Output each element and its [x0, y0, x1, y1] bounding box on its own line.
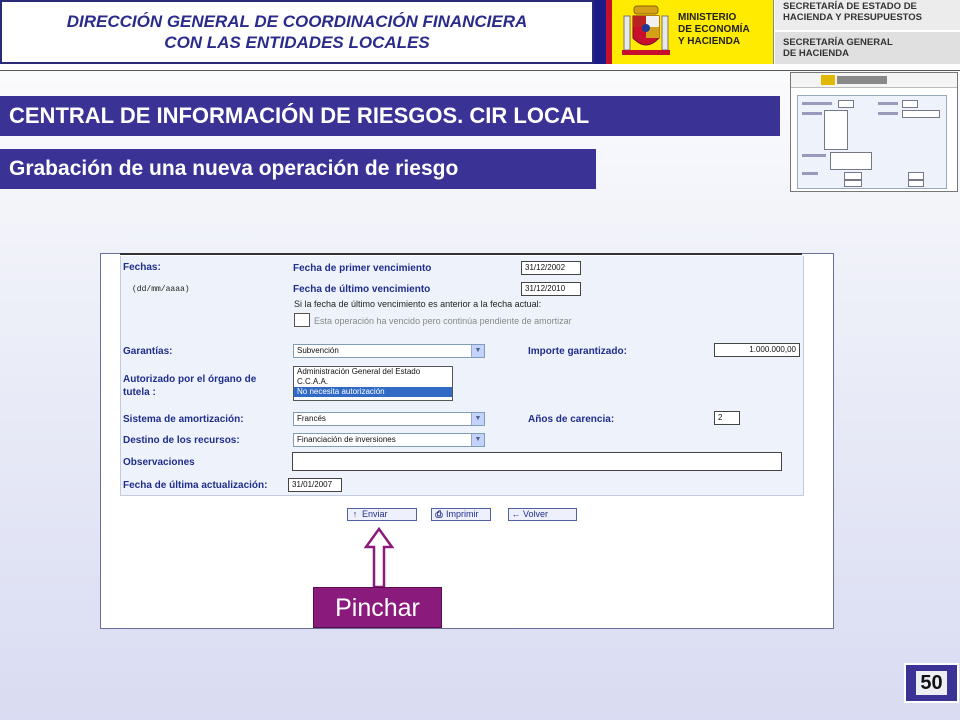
garantias-select[interactable]	[293, 344, 485, 358]
arrow-left-icon: ←	[511, 509, 521, 519]
garantias-value: Subvención	[297, 346, 339, 355]
enviar-button[interactable]	[347, 508, 417, 521]
thumbnail-field	[844, 180, 862, 187]
carencia-label: Años de carencia:	[528, 414, 615, 425]
thumbnail-logo-icon	[821, 75, 835, 85]
form-top-border	[120, 253, 802, 255]
thumbnail-row	[802, 172, 818, 175]
chevron-down-icon[interactable]: ▼	[471, 413, 484, 425]
vencida-checkbox[interactable]	[294, 313, 310, 327]
thumbnail-field	[844, 172, 862, 180]
sistema-amortizacion-value: Francés	[297, 414, 326, 423]
observaciones-input[interactable]	[292, 452, 782, 471]
thumbnail-field	[908, 180, 924, 187]
garantias-label: Garantías:	[123, 346, 173, 357]
fechas-label: Fechas:	[123, 262, 161, 273]
thumbnail-form	[797, 95, 947, 189]
direction-header	[0, 0, 594, 64]
importe-input[interactable]: 1.000.000,00	[714, 343, 800, 357]
thumbnail-row	[802, 154, 826, 157]
coat-of-arms-icon	[620, 4, 672, 60]
autorizado-option[interactable]: Administración General del Estado	[297, 367, 421, 376]
thumbnail-list	[824, 110, 848, 150]
imprimir-button[interactable]	[431, 508, 491, 521]
secretaria-general-line-2: DE HACIENDA	[783, 48, 849, 59]
thumbnail-row	[802, 112, 822, 115]
importe-label: Importe garantizado:	[528, 346, 627, 357]
imprimir-label: Imprimir	[446, 509, 479, 519]
pinchar-callout: Pinchar	[313, 587, 442, 628]
thumbnail-row	[802, 102, 832, 105]
thumbnail-row	[878, 112, 898, 115]
form-thumbnail	[790, 72, 958, 192]
thumbnail-field	[830, 152, 872, 170]
page-number-box	[904, 663, 959, 703]
volver-button[interactable]	[508, 508, 577, 521]
chevron-down-icon[interactable]: ▼	[471, 345, 484, 357]
printer-icon: ⎙	[435, 509, 443, 519]
date-format-hint: (dd/mm/aaaa)	[132, 285, 190, 294]
autorizado-option[interactable]: C.C.A.A.	[297, 377, 329, 386]
autorizado-label-line-1: Autorizado por el órgano de	[123, 374, 257, 385]
secretaria-general-line-1: SECRETARÍA GENERAL	[783, 37, 893, 48]
actualizacion-label: Fecha de última actualización:	[123, 480, 268, 491]
pointer-arrow-icon	[364, 527, 394, 589]
direction-line-1: DIRECCIÓN GENERAL DE COORDINACIÓN FINANCIERA	[66, 12, 528, 31]
vencida-checkbox-label: Esta operación ha vencido pero continúa pendiente de amortizar	[314, 316, 572, 326]
autorizado-option-selected[interactable]: No necesita autorización	[294, 387, 452, 397]
actualizacion-input[interactable]: 31/01/2007	[288, 478, 342, 492]
vencimiento-note: Si la fecha de último vencimiento es anterior a la fecha actual:	[294, 299, 542, 309]
thumbnail-banner	[837, 76, 887, 84]
primer-vencimiento-input[interactable]: 31/12/2002	[521, 261, 581, 275]
thumbnail-field	[902, 110, 940, 118]
chevron-down-icon[interactable]: ▼	[471, 434, 484, 446]
ultimo-vencimiento-input[interactable]: 31/12/2010	[521, 282, 581, 296]
enviar-label: Enviar	[362, 509, 388, 519]
destino-select[interactable]	[293, 433, 485, 447]
secretaria-estado-line-2: HACIENDA Y PRESUPUESTOS	[783, 12, 923, 23]
thumbnail-field	[838, 100, 854, 108]
eu-flag-bar	[594, 0, 606, 64]
ministry-line-3: Y HACIENDA	[678, 36, 741, 47]
header-divider	[0, 64, 960, 71]
volver-label: Volver	[523, 509, 549, 519]
arrow-up-icon: ↑	[352, 509, 358, 519]
observaciones-label: Observaciones	[123, 457, 195, 468]
sistema-amortizacion-label: Sistema de amortización:	[123, 414, 244, 425]
secretaria-estado	[775, 0, 960, 32]
page-number: 50	[916, 671, 946, 695]
carencia-input[interactable]: 2	[714, 411, 740, 425]
destino-label: Destino de los recursos:	[123, 435, 240, 446]
thumbnail-field	[908, 172, 924, 180]
page-title: CENTRAL DE INFORMACIÓN DE RIESGOS. CIR LOCAL	[0, 96, 780, 136]
ministry-logo-block	[612, 0, 774, 64]
autorizado-label-line-2: tutela :	[123, 387, 156, 398]
autorizado-listbox[interactable]	[293, 366, 453, 401]
sistema-amortizacion-select[interactable]	[293, 412, 485, 426]
secretaria-estado-line-1: SECRETARÍA DE ESTADO DE	[783, 1, 917, 12]
ministry-line-2: DE ECONOMÍA	[678, 24, 750, 35]
thumbnail-header	[791, 73, 957, 88]
ministry-line-1: MINISTERIO	[678, 12, 737, 23]
ministry-name	[678, 12, 750, 48]
direction-line-2: CON LAS ENTIDADES LOCALES	[164, 33, 430, 52]
secretaria-general	[775, 32, 960, 64]
page-subtitle: Grabación de una nueva operación de riesgo	[0, 149, 596, 189]
ultimo-vencimiento-label: Fecha de último vencimiento	[293, 284, 431, 295]
thumbnail-row	[878, 102, 898, 105]
thumbnail-field	[902, 100, 918, 108]
destino-value: Financiación de inversiones	[297, 435, 396, 444]
primer-vencimiento-label: Fecha de primer vencimiento	[293, 263, 432, 274]
